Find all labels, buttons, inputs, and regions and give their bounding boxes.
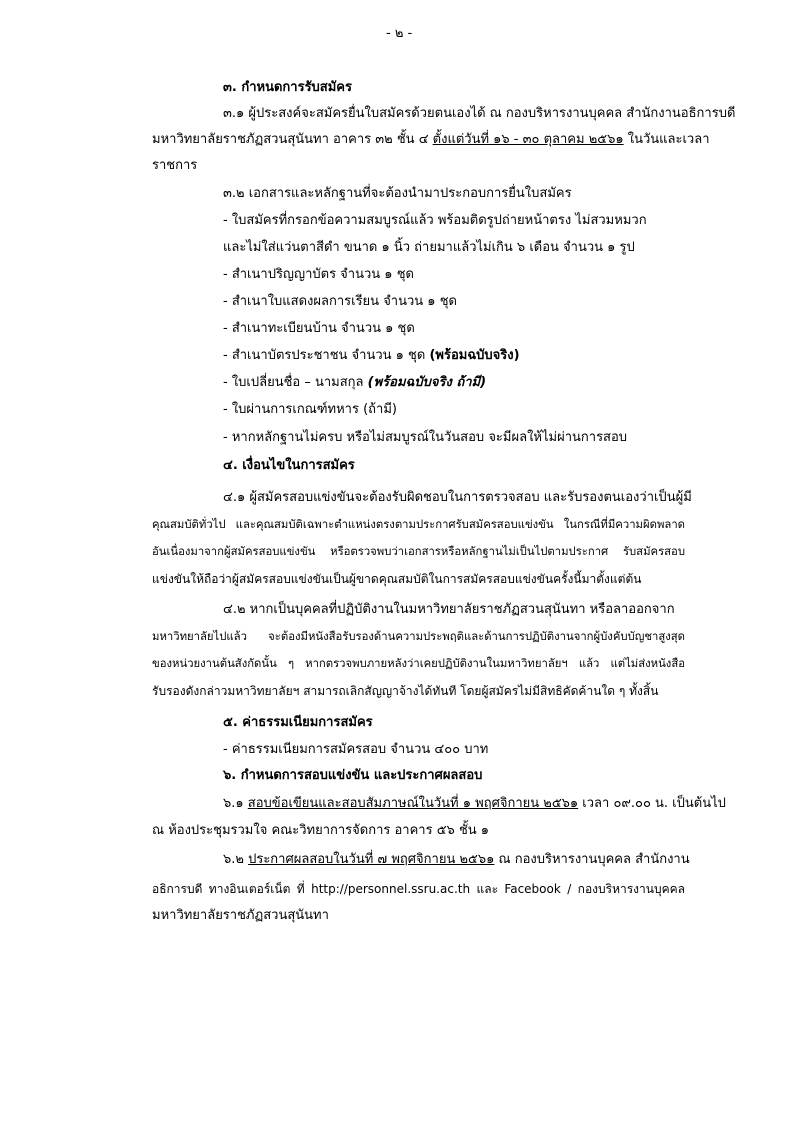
doc-item-6-text: - ใบเปลี่ยนชื่อ – นามสกุล: [223, 375, 368, 390]
para-3-1-line-2: [152, 130, 710, 150]
para-4-1-line-4: แข่งขันให้ถือว่าผู้สมัครสอบแข่งขันเป็นผู้ขาดคุณสมบัติในการสมัครสอบแข่งขันครั้งนี้มาตั้งแต่ต้น: [152, 572, 642, 586]
para-4-2-line-2: มหาวิทยาลัยไปแล้ว จะต้องมีหนังสือรับรองด้านความประพฤติและด้านการปฏิบัติงานจากผู้บังคับบัญชาสูงสุด: [152, 630, 685, 643]
para-6-1-line-1: [223, 794, 726, 814]
doc-item-1a: - ใบสมัครที่กรอกข้อความสมบูรณ์แล้ว พร้อมติดรูปถ่ายหน้าตรง ไม่สวมหมวก: [223, 213, 647, 228]
para-4-2-line-1: ๔.๒ หากเป็นบุคคลที่ปฏิบัติงานในมหาวิทยาลัยราชภัฏสวนสุนันทา หรือลาออกจาก: [223, 602, 675, 617]
doc-item-7: - ใบผ่านการเกณฑ์ทหาร (ถ้ามี): [223, 402, 397, 417]
para-6-1-number: ๖.๑: [223, 796, 248, 811]
para-6-2-line-2: อธิการบดี ทางอินเตอร์เน็ต ที่ http://personnel.ssru.ac.th และ Facebook / กองบริหารงานบุคคล: [152, 882, 685, 896]
para-6-2-location: ณ กองบริหารงานบุคคล สำนักงาน: [494, 852, 690, 867]
doc-item-6: [223, 373, 486, 393]
para-3-1-date: ตั้งแต่วันที่ ๑๖ - ๓๐ ตุลาคม ๒๕๖๑: [432, 132, 624, 147]
doc-item-6-note: (พร้อมฉบับจริง ถ้ามี): [367, 375, 487, 390]
doc-item-5: [223, 346, 520, 366]
para-6-2-number: ๖.๒: [223, 852, 249, 867]
doc-item-8: - หากหลักฐานไม่ครบ หรือไม่สมบูรณ์ในวันสอบ จะมีผลให้ไม่ผ่านการสอบ: [223, 430, 628, 445]
doc-item-5-text: - สำเนาบัตรประชาชน จำนวน ๑ ชุด: [223, 348, 430, 363]
para-6-2-line-3: มหาวิทยาลัยราชภัฏสวนสุนันทา: [152, 908, 329, 923]
para-4-1-line-3: อันเนื่องมาจากผู้สมัครสอบแข่งขัน หรือตรวจพบว่าเอกสารหรือหลักฐานไม่เป็นไปตามประกาศ รับสมัครสอบ: [152, 545, 685, 558]
doc-item-4: - สำเนาทะเบียนบ้าน จำนวน ๑ ชุด: [223, 321, 415, 336]
para-4-2-line-4: รับรองดังกล่าวมหาวิทยาลัยฯ สามารถเลิกสัญญาจ้างได้ทันที โดยผู้สมัครไม่มีสิทธิคัดค้านใด ๆ ทั้งสิ้น: [152, 684, 659, 698]
doc-item-3: - สำเนาใบแสดงผลการเรียน จำนวน ๑ ชุด: [223, 294, 457, 309]
para-3-1-line-3: ราชการ: [152, 158, 198, 173]
section-5-heading: ๕. ค่าธรรมเนียมการสมัคร: [223, 715, 373, 730]
section-4-heading: ๔. เงื่อนไขในการสมัคร: [223, 458, 355, 473]
para-3-1-text-end: ในวันและเวลา: [623, 132, 710, 147]
para-3-2: ๓.๒ เอกสารและหลักฐานที่จะต้องนำมาประกอบการยื่นใบสมัคร: [223, 186, 572, 201]
section-3-heading: ๓. กำหนดการรับสมัคร: [223, 80, 352, 95]
para-6-1-date: สอบข้อเขียนและสอบสัมภาษณ์ในวันที่ ๑ พฤศจิกายน ๒๕๖๑: [247, 796, 579, 811]
doc-item-5-note: (พร้อมฉบับจริง): [429, 348, 520, 363]
para-6-2-date: ประกาศผลสอบในวันที่ ๗ พฤศจิกายน ๒๕๖๑: [248, 852, 495, 867]
para-6-1-time: เวลา ๐๙.๐๐ น. เป็นต้นไป: [578, 796, 726, 811]
para-6-2-line-1: [223, 850, 690, 870]
para-6-1-line-2: ณ ห้องประชุมรวมใจ คณะวิทยาการจัดการ อาคาร ๕๖ ชั้น ๑: [152, 823, 490, 838]
section-6-heading: ๖. กำหนดการสอบแข่งขัน และประกาศผลสอบ: [223, 768, 483, 783]
page-number: - ๒ -: [386, 26, 413, 41]
para-4-1-line-1: ๔.๑ ผู้สมัครสอบแข่งขันจะต้องรับผิดชอบในการตรวจสอบ และรับรองตนเองว่าเป็นผู้มี: [223, 490, 692, 505]
para-3-1-text: มหาวิทยาลัยราชภัฏสวนสุนันทา อาคาร ๓๒ ชั้น ๔: [152, 132, 433, 147]
para-4-1-line-2: คุณสมบัติทั่วไป และคุณสมบัติเฉพาะตำแหน่งตรงตามประกาศรับสมัครสอบแข่งขัน ในกรณีที่มีความผิดพลาด: [152, 518, 685, 531]
doc-item-1b: และไม่ใส่แว่นตาสีดำ ขนาด ๑ นิ้ว ถ่ายมาแล้วไม่เกิน ๖ เดือน จำนวน ๑ รูป: [223, 240, 635, 255]
para-4-2-line-3: ของหน่วยงานต้นสังกัดนั้น ๆ หากตรวจพบภายหลังว่าเคยปฏิบัติงานในมหาวิทยาลัยฯ แล้ว แต่ไม่ส่งหนังสือ: [152, 657, 685, 670]
doc-item-2: - สำเนาปริญญาบัตร จำนวน ๑ ชุด: [223, 267, 414, 282]
fee-text: - ค่าธรรมเนียมการสมัครสอบ จำนวน ๔๐๐ บาท: [223, 742, 489, 757]
para-3-1-line-1: ๓.๑ ผู้ประสงค์จะสมัครยื่นใบสมัครด้วยตนเองได้ ณ กองบริหารงานบุคคล สำนักงานอธิการบดี: [223, 106, 736, 121]
